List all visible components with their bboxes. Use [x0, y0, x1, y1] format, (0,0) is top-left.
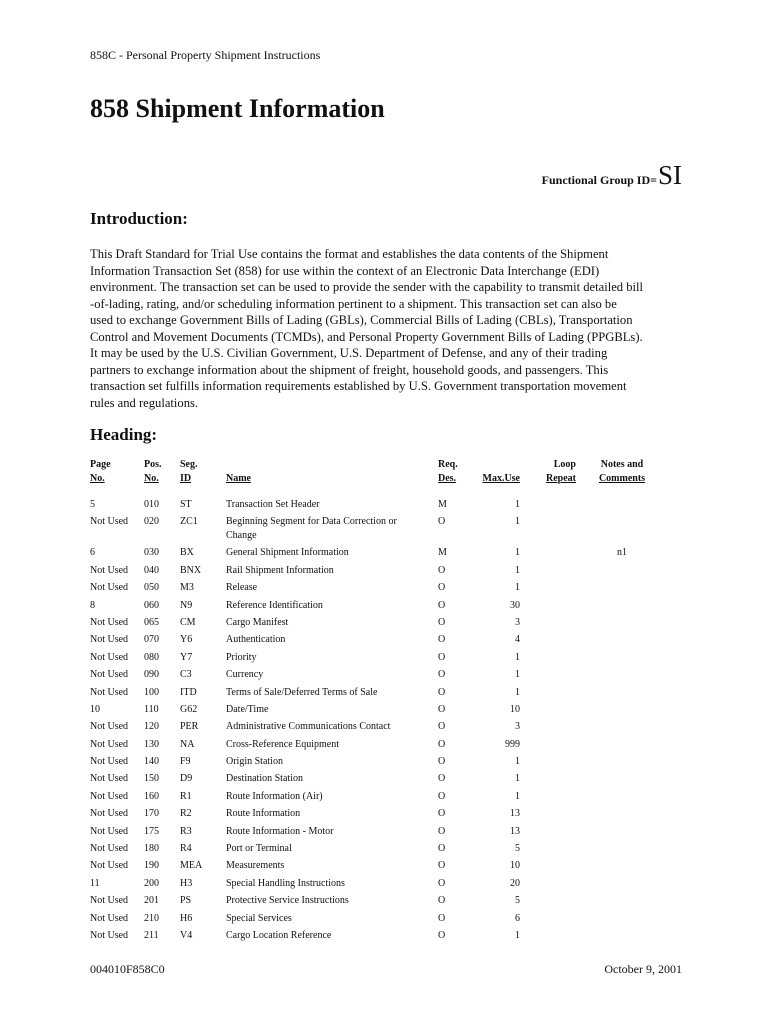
- cell-max-use: 1: [515, 547, 520, 559]
- introduction-line: environment. The transaction set can be used to provide the sender with the capability to transmit detailed bill: [90, 280, 644, 294]
- cell-seg-id: R2: [180, 808, 192, 820]
- cell-page: Not Used: [90, 634, 129, 646]
- table-row: [0, 859, 770, 876]
- cell-max-use: 5: [515, 895, 520, 907]
- cell-req: O: [438, 843, 446, 855]
- cell-page: Not Used: [90, 790, 129, 802]
- cell-max-use: 999: [505, 738, 520, 750]
- cell-max-use: 3: [515, 616, 520, 628]
- cell-page: Not Used: [90, 860, 129, 872]
- cell-max-use: 1: [515, 582, 520, 594]
- cell-seg-id: ITD: [180, 686, 197, 698]
- table-row: [0, 912, 770, 929]
- introduction-line: Control and Movement Documents (TCMDs), and Personal Property Government Bills of Lading (PPGBLs).: [90, 329, 643, 344]
- cell-pos: 211: [144, 929, 159, 941]
- cell-page: 5: [90, 499, 95, 510]
- table-row: [0, 790, 770, 807]
- cell-pos: 200: [144, 877, 159, 889]
- cell-req: O: [438, 860, 446, 872]
- table-header: [0, 458, 770, 498]
- table-row: [0, 703, 770, 720]
- cell-req: O: [438, 877, 446, 889]
- cell-max-use: 1: [515, 499, 520, 510]
- functional-group-label: Functional Group ID=: [541, 173, 657, 187]
- cell-max-use: 1: [515, 516, 520, 528]
- cell-max-use: 1: [515, 790, 520, 802]
- cell-max-use: 13: [510, 808, 520, 820]
- cell-max-use: 1: [515, 773, 520, 785]
- cell-name: Destination Station: [226, 773, 303, 785]
- cell-page: Not Used: [90, 843, 129, 855]
- cell-max-use: 1: [515, 929, 520, 941]
- table-row: [0, 929, 770, 946]
- cell-pos: 201: [144, 895, 159, 907]
- cell-pos: 160: [144, 790, 159, 802]
- table-row: [0, 599, 770, 616]
- cell-seg-id: R1: [180, 790, 192, 802]
- table-row: [0, 633, 770, 650]
- cell-page: Not Used: [90, 582, 129, 594]
- table-row: [0, 546, 770, 563]
- cell-seg-id: Y6: [180, 634, 193, 646]
- table-row: [0, 720, 770, 737]
- cell-req: O: [438, 721, 446, 733]
- cell-pos: 140: [144, 756, 159, 768]
- functional-group-id: [542, 160, 682, 191]
- introduction-heading: Introduction:: [90, 209, 188, 228]
- cell-name: Protective Service Instructions: [226, 895, 349, 907]
- cell-page: Not Used: [90, 516, 129, 528]
- cell-name: Beginning Segment for Data Correction or Change: [226, 516, 397, 541]
- cell-pos: 175: [144, 825, 159, 837]
- cell-req: O: [438, 516, 446, 528]
- cell-name: Port or Terminal: [226, 843, 292, 855]
- cell-seg-id: MEA: [180, 860, 203, 872]
- cell-seg-id: R4: [180, 843, 192, 855]
- cell-req: O: [438, 703, 446, 715]
- table-row: [0, 515, 770, 546]
- cell-req: O: [438, 929, 446, 941]
- footer-date: October 9, 2001: [604, 962, 682, 976]
- cell-req: O: [438, 582, 446, 594]
- cell-name: Authentication: [226, 634, 286, 646]
- cell-page: Not Used: [90, 721, 129, 733]
- cell-max-use: 1: [515, 651, 520, 663]
- cell-seg-id: Y7: [180, 651, 193, 663]
- cell-seg-id: H3: [180, 877, 193, 889]
- table-row: [0, 686, 770, 703]
- cell-seg-id: ZC1: [180, 516, 198, 528]
- cell-name: Measurements: [226, 860, 285, 872]
- table-row: [0, 738, 770, 755]
- cell-req: O: [438, 669, 446, 681]
- table-body: [0, 498, 770, 946]
- cell-req: O: [438, 895, 446, 907]
- cell-seg-id: G62: [180, 703, 198, 715]
- cell-max-use: 10: [510, 703, 520, 715]
- cell-name: Rail Shipment Information: [226, 564, 334, 576]
- table-row: [0, 498, 770, 515]
- cell-max-use: 1: [515, 669, 520, 681]
- table-row: [0, 755, 770, 772]
- col-header-notes: Notes and Comments: [598, 459, 646, 484]
- cell-pos: 130: [144, 738, 159, 750]
- cell-req: O: [438, 825, 446, 837]
- cell-page: Not Used: [90, 651, 129, 663]
- cell-pos: 210: [144, 912, 159, 924]
- introduction-line: Information Transaction Set (858) for use within the context of an Electronic Data Interchange (EDI): [90, 263, 600, 278]
- introduction-line: This Draft Standard for Trial Use contains the format and establishes the data contents of the Shipment: [90, 247, 609, 261]
- cell-name: Administrative Communications Contact: [226, 721, 391, 733]
- cell-max-use: 4: [515, 634, 520, 646]
- cell-seg-id: C3: [180, 669, 192, 681]
- cell-max-use: 1: [515, 686, 520, 698]
- cell-max-use: 5: [515, 843, 520, 855]
- introduction-line: rules and regulations.: [90, 395, 199, 410]
- functional-group-value: SI: [657, 160, 682, 190]
- table-row: [0, 772, 770, 789]
- cell-name: Date/Time: [226, 703, 269, 715]
- cell-req: O: [438, 738, 446, 750]
- cell-page: Not Used: [90, 738, 129, 750]
- cell-name: Cross-Reference Equipment: [226, 738, 340, 750]
- cell-max-use: 10: [510, 860, 520, 872]
- cell-page: 6: [90, 547, 95, 559]
- cell-name: Release: [226, 582, 258, 594]
- cell-page: Not Used: [90, 616, 129, 628]
- cell-name: Transaction Set Header: [226, 499, 320, 510]
- introduction-line: partners to exchange information about the shipment of freight, household goods, and passengers. This: [90, 362, 609, 377]
- col-header-page: Page No.: [90, 459, 111, 484]
- cell-seg-id: NA: [180, 738, 195, 750]
- cell-max-use: 1: [515, 756, 520, 768]
- cell-page: Not Used: [90, 912, 129, 924]
- cell-seg-id: N9: [180, 599, 193, 611]
- cell-seg-id: BX: [180, 547, 194, 559]
- page-header: 858C - Personal Property Shipment Instructions: [90, 48, 321, 62]
- cell-seg-id: R3: [180, 825, 192, 837]
- table-row: [0, 825, 770, 842]
- cell-name: Currency: [226, 669, 264, 681]
- col-header-name: Name: [226, 472, 251, 484]
- table-row: [0, 616, 770, 633]
- cell-name: Route Information: [226, 808, 301, 820]
- table-row: [0, 668, 770, 685]
- cell-pos: 010: [144, 499, 159, 510]
- cell-req: O: [438, 634, 446, 646]
- cell-page: Not Used: [90, 808, 129, 820]
- cell-pos: 030: [144, 547, 159, 559]
- cell-pos: 170: [144, 808, 159, 820]
- cell-max-use: 6: [515, 912, 520, 924]
- cell-name: Cargo Manifest: [226, 616, 289, 628]
- cell-page: Not Used: [90, 686, 129, 698]
- cell-page: Not Used: [90, 564, 129, 576]
- heading-section-title: Heading:: [90, 425, 158, 444]
- cell-page: Not Used: [90, 825, 129, 837]
- cell-pos: 090: [144, 669, 159, 681]
- cell-page: 11: [90, 877, 100, 889]
- col-header-max-use: Max.Use: [482, 472, 520, 484]
- cell-name: General Shipment Information: [226, 547, 349, 559]
- cell-name: Special Services: [226, 912, 292, 924]
- cell-max-use: 1: [515, 564, 520, 576]
- cell-req: O: [438, 599, 446, 611]
- cell-req: O: [438, 773, 446, 785]
- table-row: [0, 842, 770, 859]
- cell-req: O: [438, 808, 446, 820]
- introduction-paragraph: [90, 246, 690, 411]
- cell-req: O: [438, 616, 446, 628]
- table-row: [0, 807, 770, 824]
- introduction-line: used to exchange Government Bills of Lading (GBLs), Commercial Bills of Lading (CBLs), Transportation: [90, 313, 633, 327]
- col-header-req: Req. Des.: [438, 459, 458, 484]
- cell-req: M: [438, 547, 447, 559]
- cell-pos: 180: [144, 843, 159, 855]
- cell-req: O: [438, 790, 446, 802]
- cell-max-use: 20: [510, 877, 520, 889]
- cell-req: O: [438, 756, 446, 768]
- cell-req: O: [438, 912, 446, 924]
- cell-seg-id: M3: [180, 582, 194, 594]
- cell-pos: 110: [144, 703, 159, 715]
- table-row: [0, 651, 770, 668]
- cell-name: Route Information - Motor: [226, 825, 334, 837]
- cell-page: Not Used: [90, 669, 129, 681]
- cell-max-use: 30: [510, 599, 520, 611]
- table-row: [0, 894, 770, 911]
- cell-pos: 020: [144, 516, 159, 528]
- cell-seg-id: BNX: [180, 564, 202, 576]
- cell-name: Reference Identification: [226, 599, 323, 611]
- cell-seg-id: D9: [180, 773, 193, 785]
- cell-seg-id: PER: [180, 721, 199, 733]
- cell-seg-id: H6: [180, 912, 193, 924]
- col-header-seg: Seg. ID: [180, 459, 198, 484]
- segment-table: [0, 458, 770, 946]
- cell-pos: 040: [144, 564, 159, 576]
- table-row: [0, 581, 770, 598]
- cell-req: O: [438, 686, 446, 698]
- cell-name: Special Handling Instructions: [226, 877, 345, 889]
- cell-name: Route Information (Air): [226, 790, 323, 802]
- introduction-line: It may be used by the U.S. Civilian Government, U.S. Department of Defense, and any of their trading: [90, 346, 608, 360]
- cell-req: M: [438, 499, 447, 510]
- table-row: [0, 877, 770, 894]
- cell-page: 8: [90, 599, 95, 611]
- cell-page: Not Used: [90, 773, 129, 785]
- cell-seg-id: PS: [180, 895, 192, 907]
- col-header-loop: Loop Repeat: [546, 459, 576, 484]
- cell-pos: 120: [144, 721, 159, 733]
- cell-name: Origin Station: [226, 756, 283, 768]
- document-title: 858 Shipment Information: [90, 94, 385, 123]
- cell-max-use: 13: [510, 825, 520, 837]
- introduction-line: transaction set fulfills information requirements established by U.S. Government transportation movement: [90, 379, 627, 393]
- cell-pos: 150: [144, 773, 159, 785]
- cell-notes: n1: [617, 547, 627, 559]
- cell-pos: 065: [144, 616, 159, 628]
- cell-page: Not Used: [90, 929, 129, 941]
- cell-name: Priority: [226, 651, 257, 663]
- cell-req: O: [438, 564, 446, 576]
- cell-seg-id: CM: [180, 616, 196, 628]
- cell-page: Not Used: [90, 756, 129, 768]
- cell-pos: 060: [144, 599, 159, 611]
- cell-page: 10: [90, 703, 100, 715]
- footer-document-id: 004010F858C0: [90, 962, 165, 976]
- cell-req: O: [438, 651, 446, 663]
- col-header-pos: Pos. No.: [144, 459, 162, 484]
- cell-pos: 050: [144, 582, 159, 594]
- cell-pos: 190: [144, 860, 159, 872]
- cell-seg-id: V4: [180, 929, 193, 941]
- cell-name: Terms of Sale/Deferred Terms of Sale: [226, 686, 378, 698]
- cell-page: Not Used: [90, 895, 129, 907]
- cell-seg-id: F9: [180, 756, 191, 768]
- cell-pos: 080: [144, 651, 159, 663]
- cell-name: Cargo Location Reference: [226, 929, 332, 941]
- cell-seg-id: ST: [180, 499, 192, 510]
- introduction-line: -of-lading, rating, and/or scheduling information pertinent to a shipment. This transaction set can also be: [90, 296, 617, 311]
- cell-pos: 070: [144, 634, 159, 646]
- cell-max-use: 3: [515, 721, 520, 733]
- cell-pos: 100: [144, 686, 159, 698]
- table-row: [0, 564, 770, 581]
